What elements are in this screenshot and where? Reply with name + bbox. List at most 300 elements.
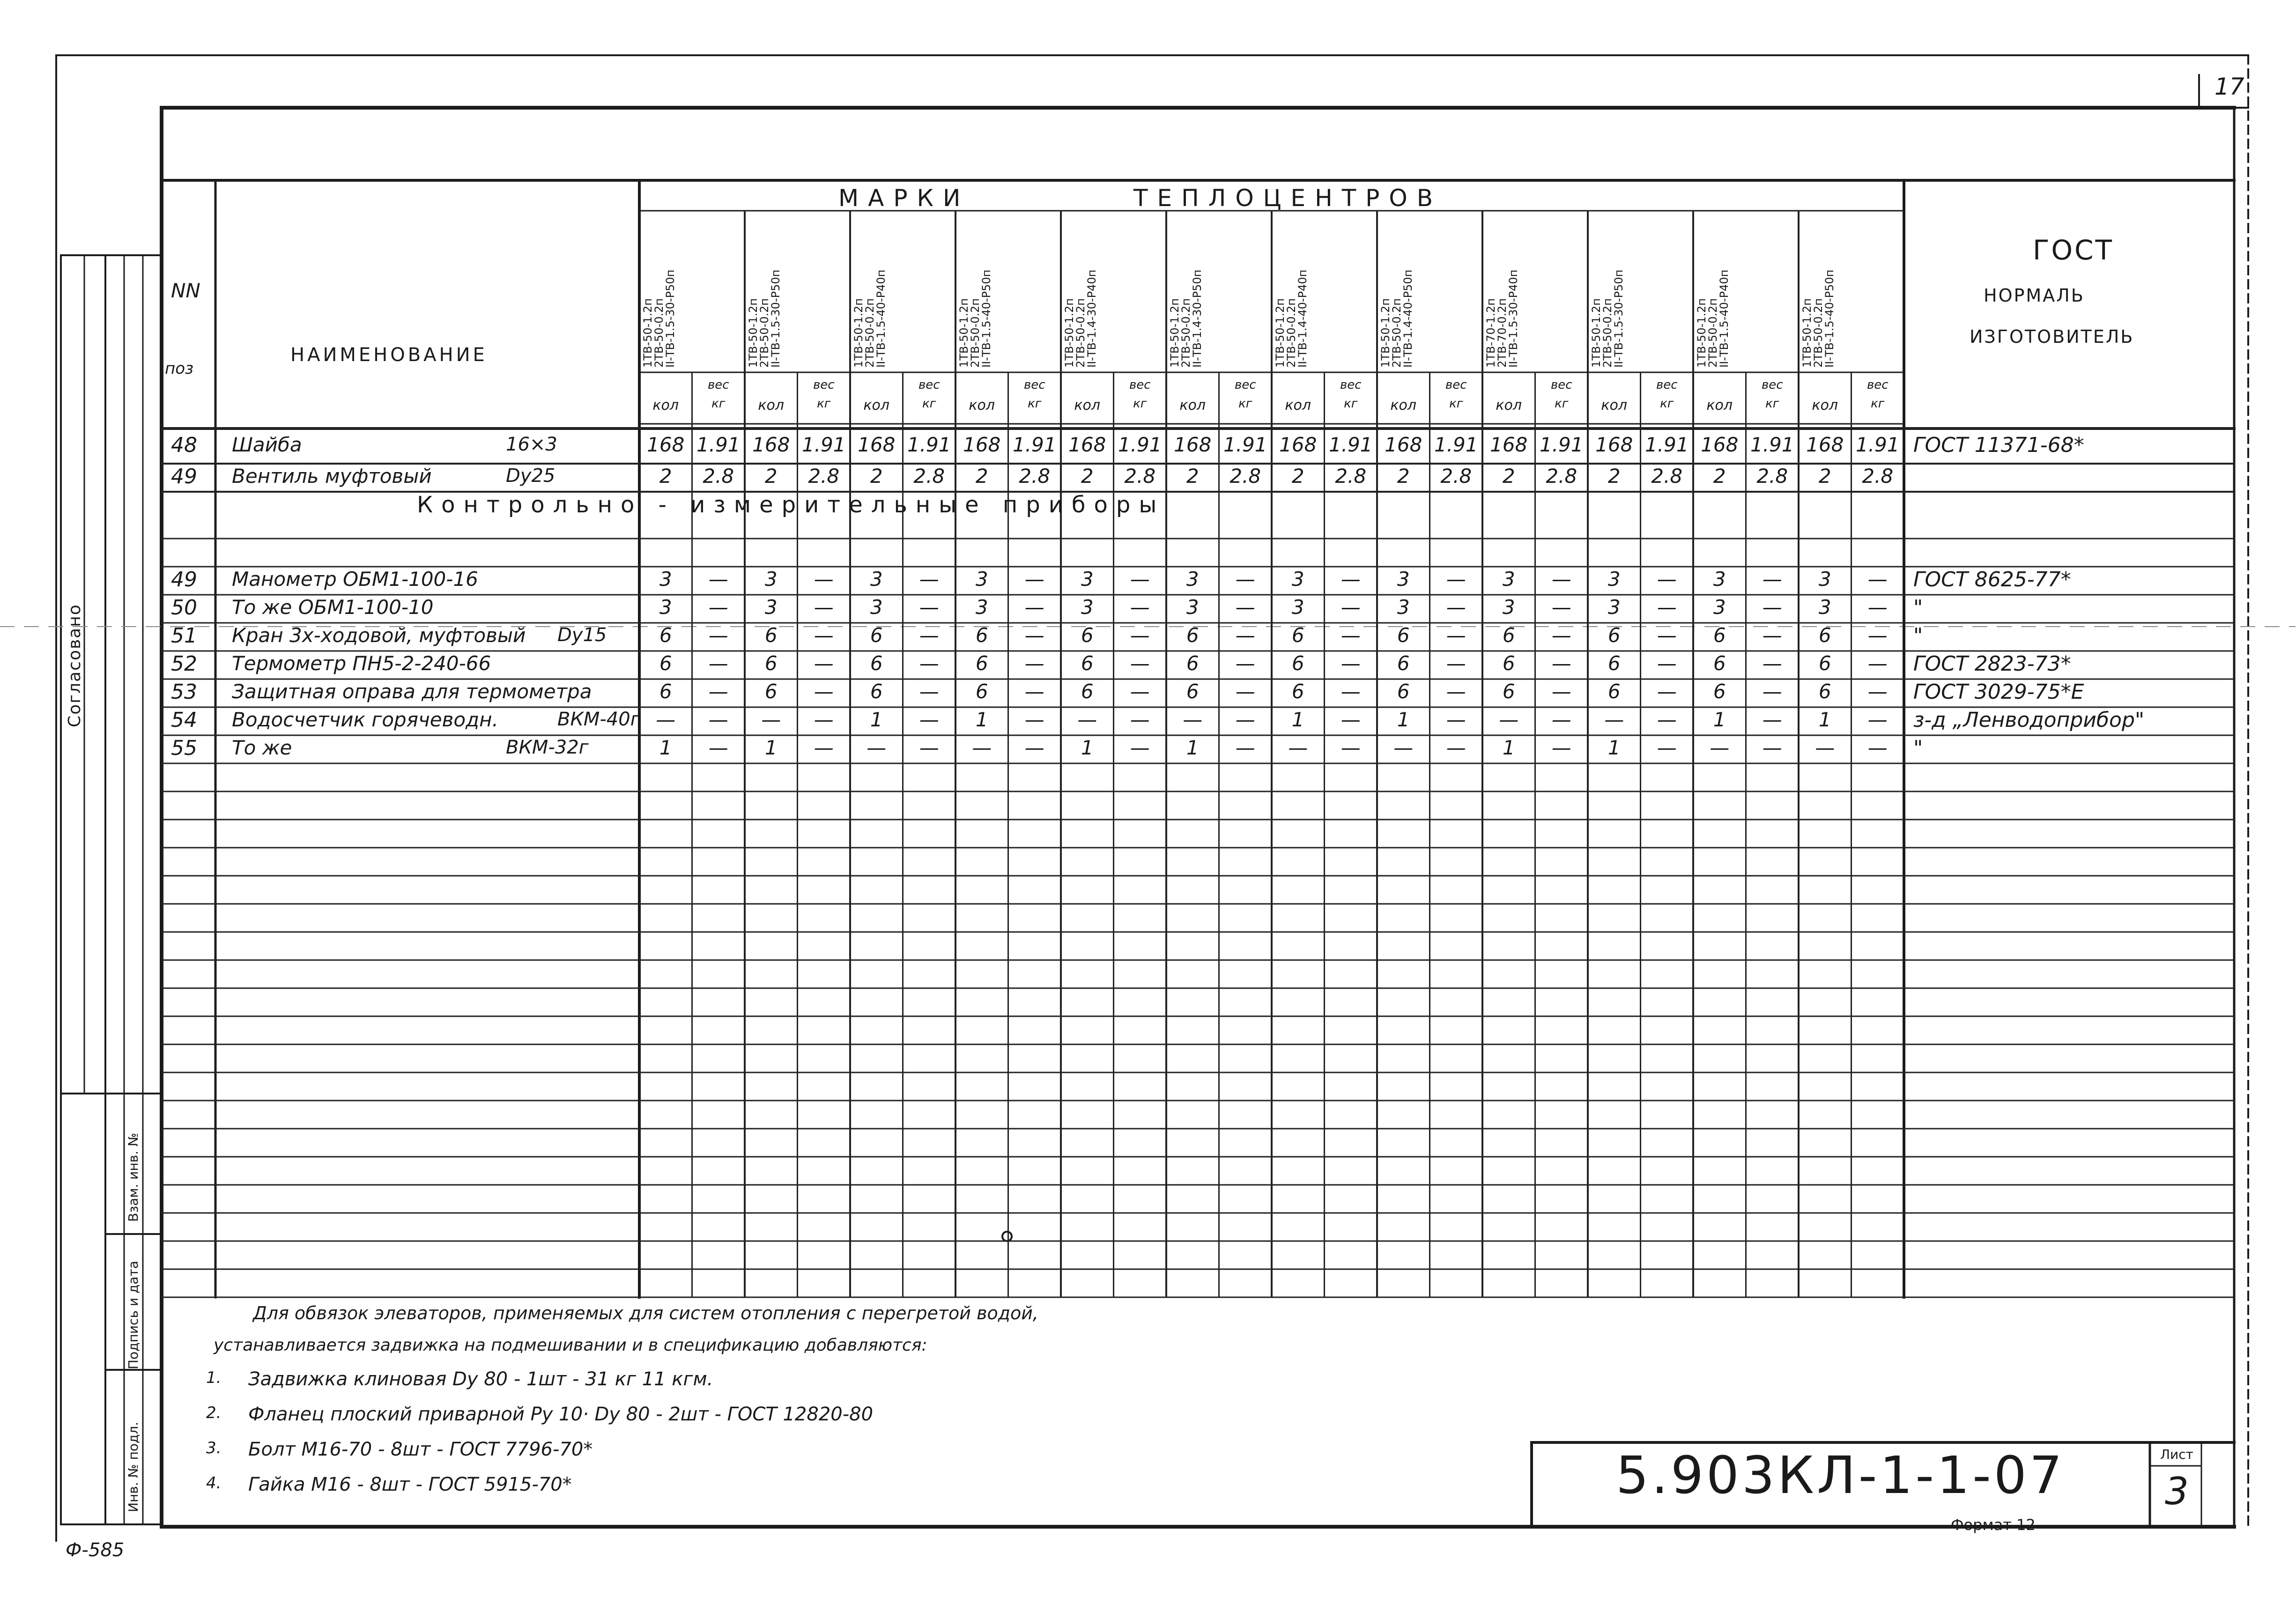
row-cell: 3	[764, 568, 778, 591]
row-cell: 6	[764, 652, 778, 675]
mark-label: 1ТВ-50-1.2п	[1695, 298, 1708, 368]
weight-unit-label: кг	[1449, 397, 1463, 411]
row-cell: —	[1867, 736, 1888, 759]
row-cell: 1	[1818, 708, 1831, 731]
row-cell: 6	[1713, 680, 1726, 703]
row-name: Водосчетчик горячеводн.	[232, 708, 498, 731]
row-cell: —	[1867, 624, 1888, 647]
row-cell: 1.91	[1328, 433, 1373, 456]
row-cell: —	[1657, 708, 1677, 731]
row-cell: 1.91	[1855, 433, 1900, 456]
row-cell: —	[708, 680, 728, 703]
row-name: Вентиль муфтовый	[232, 465, 432, 488]
note-item-text: Гайка М16 - 8шт - ГОСТ 5915-70*	[248, 1474, 572, 1495]
row-cell: 2.8	[1651, 465, 1683, 488]
mark-label: 2ТВ-50-0.2п	[1706, 298, 1719, 368]
row-gost: "	[1913, 736, 1923, 760]
mark-label: 2ТВ-50-0.2п	[1390, 298, 1403, 368]
weight-col-label: вес	[1866, 378, 1889, 392]
weight-unit-label: кг	[1765, 397, 1779, 411]
row-cell: 6	[1502, 624, 1515, 647]
row-cell: —	[1024, 568, 1044, 591]
row-cell: —	[1762, 652, 1782, 675]
note-item-text: Фланец плоский приварной Py 10· Dy 80 - 2шт - ГОСТ 12820-80	[248, 1404, 874, 1425]
row-gost: "	[1913, 596, 1923, 620]
mark-label: II-ТВ-1.5-40-Р50п	[1823, 269, 1836, 368]
mark-label: 2ТВ-50-0.2п	[652, 298, 666, 368]
row-cell: —	[1341, 708, 1361, 731]
row-cell: 6	[870, 652, 883, 675]
row-cell: 6	[1397, 680, 1410, 703]
row-spec: Dy25	[506, 465, 555, 487]
mark-label: 1ТВ-50-1.2п	[957, 298, 970, 368]
row-name: Шайба	[232, 433, 302, 456]
row-cell: 3	[1397, 568, 1410, 591]
weight-col-label: вес	[1340, 378, 1362, 392]
row-cell: 2	[1713, 465, 1726, 488]
qty-col-label: кол	[1812, 397, 1838, 414]
row-position: 54	[171, 708, 197, 732]
approved-label: Согласовано	[65, 604, 84, 727]
row-cell: —	[1235, 568, 1255, 591]
row-cell: —	[1235, 736, 1255, 759]
weight-col-label: вес	[1550, 378, 1572, 392]
qty-col-label: кол	[1390, 397, 1417, 414]
row-cell: 1	[1713, 708, 1726, 731]
row-cell: —	[1130, 596, 1150, 619]
row-cell: —	[1446, 708, 1466, 731]
row-cell: 6	[659, 624, 672, 647]
row-cell: 6	[1713, 652, 1726, 675]
row-cell: —	[1867, 652, 1888, 675]
gost-header-line3: ИЗГОТОВИТЕЛЬ	[1970, 326, 2134, 347]
row-cell: 3	[1607, 568, 1621, 591]
row-cell: 168	[1385, 433, 1422, 456]
mark-label: II-ТВ-1.5-40-Р40п	[874, 269, 888, 368]
row-cell: —	[1499, 708, 1519, 731]
gost-header: ГОСТ	[2033, 234, 2114, 266]
row-cell: 2.8	[1335, 465, 1367, 488]
row-cell: —	[1867, 568, 1888, 591]
row-cell: —	[1657, 624, 1677, 647]
row-cell: —	[919, 736, 939, 759]
weight-col-label: вес	[1445, 378, 1467, 392]
weight-unit-label: кг	[711, 397, 726, 411]
weight-col-label: вес	[1761, 378, 1783, 392]
row-cell: —	[1235, 680, 1255, 703]
row-spec: ВКМ-40г	[557, 709, 640, 730]
weight-unit-label: кг	[1238, 397, 1252, 411]
side-label-inventory: Инв. № подл.	[126, 1421, 141, 1512]
row-cell: 6	[1607, 624, 1621, 647]
row-cell: —	[814, 680, 834, 703]
weight-col-label: вес	[918, 378, 940, 392]
mark-label: 1ТВ-50-1.2п	[747, 298, 760, 368]
row-spec: 16×3	[506, 433, 557, 455]
row-cell: 6	[975, 652, 988, 675]
mark-label: 2ТВ-50-0.2п	[1285, 298, 1298, 368]
qty-col-label: кол	[1179, 397, 1206, 414]
row-cell: —	[867, 736, 887, 759]
marks-header-a: МАРКИ	[838, 185, 970, 212]
row-cell: 1.91	[1434, 433, 1478, 456]
mark-label: 2ТВ-50-0.2п	[1074, 298, 1087, 368]
row-cell: —	[1024, 652, 1044, 675]
row-cell: —	[1762, 596, 1782, 619]
row-cell: —	[1341, 680, 1361, 703]
row-cell: —	[919, 624, 939, 647]
row-position: 48	[171, 433, 197, 457]
row-cell: —	[1024, 708, 1044, 731]
row-position: 50	[171, 596, 197, 620]
row-cell: —	[1762, 624, 1782, 647]
note-item-text: Задвижка клиновая Dy 80 - 1шт - 31 кг 11 кгм.	[248, 1368, 713, 1390]
qty-col-label: кол	[1074, 397, 1101, 414]
row-cell: —	[1235, 708, 1255, 731]
row-cell: —	[1446, 624, 1466, 647]
weight-col-label: вес	[707, 378, 729, 392]
mark-label: 2ТВ-50-0.2п	[1812, 298, 1825, 368]
row-cell: 2	[659, 465, 672, 488]
row-cell: 3	[1186, 568, 1199, 591]
row-cell: —	[814, 568, 834, 591]
row-name: Защитная оправа для термометра	[232, 680, 592, 703]
row-cell: —	[1130, 568, 1150, 591]
row-cell: 2	[1291, 465, 1304, 488]
mark-label: 1ТВ-50-1.2п	[1379, 298, 1392, 368]
row-name: Манометр ОБМ1-100-16	[232, 568, 478, 591]
row-cell: 168	[963, 433, 1001, 456]
row-cell: 3	[1502, 596, 1515, 619]
row-cell: 3	[870, 568, 883, 591]
mark-label: II-ТВ-1.5-30-Р40п	[1507, 269, 1520, 368]
row-name: Термометр ПН5-2-240-66	[232, 652, 491, 675]
weight-unit-label: кг	[1660, 397, 1674, 411]
row-position: 52	[171, 652, 197, 676]
row-cell: —	[1341, 624, 1361, 647]
row-cell: 6	[1291, 652, 1304, 675]
row-cell: 6	[1397, 624, 1410, 647]
weight-unit-label: кг	[1344, 397, 1358, 411]
mark-label: 2ТВ-50-0.2п	[1179, 298, 1192, 368]
note-item-number: 2.	[206, 1404, 222, 1422]
row-cell: 2.8	[808, 465, 840, 488]
mark-label: II-ТВ-1.5-30-Р50п	[664, 269, 677, 368]
row-cell: 3	[659, 596, 672, 619]
mark-label: 1ТВ-50-1.2п	[1800, 298, 1814, 368]
mark-label: 2ТВ-50-0.2п	[969, 298, 982, 368]
row-cell: —	[1762, 708, 1782, 731]
row-cell: 3	[1713, 568, 1726, 591]
weight-unit-label: кг	[1028, 397, 1042, 411]
row-cell: 168	[647, 433, 685, 456]
row-cell: 6	[659, 652, 672, 675]
row-cell: 1	[1081, 736, 1094, 759]
row-name: То же	[232, 736, 292, 759]
row-cell: 3	[1397, 596, 1410, 619]
row-cell: 1	[659, 736, 672, 759]
row-cell: 3	[1186, 596, 1199, 619]
row-cell: 3	[659, 568, 672, 591]
row-cell: —	[656, 708, 676, 731]
row-cell: —	[761, 708, 781, 731]
row-cell: —	[919, 680, 939, 703]
row-cell: 6	[975, 680, 988, 703]
note-intro-line-2: устанавливается задвижка на подмешивании и в спецификацию добавляются:	[214, 1336, 927, 1355]
page-label: Лист	[2160, 1447, 2193, 1462]
row-cell: 3	[1607, 596, 1621, 619]
row-cell: 2.8	[1124, 465, 1156, 488]
row-cell: —	[919, 652, 939, 675]
weight-unit-label: кг	[817, 397, 831, 411]
row-cell: 6	[1818, 624, 1831, 647]
mark-label: 1ТВ-50-1.2п	[1590, 298, 1603, 368]
row-gost: ГОСТ 3029-75*Е	[1913, 680, 2084, 704]
row-cell: —	[814, 736, 834, 759]
row-cell: —	[1130, 652, 1150, 675]
row-cell: —	[1130, 624, 1150, 647]
row-cell: —	[814, 652, 834, 675]
mark-label: II-ТВ-1.4-40-Р40п	[1296, 269, 1309, 368]
row-cell: 1	[975, 708, 988, 731]
row-cell: 3	[1081, 596, 1094, 619]
row-cell: 6	[764, 680, 778, 703]
row-cell: 2.8	[1019, 465, 1051, 488]
row-cell: 1.91	[1644, 433, 1689, 456]
row-cell: 1	[1502, 736, 1515, 759]
row-cell: 2	[1397, 465, 1410, 488]
row-cell: 2	[870, 465, 883, 488]
row-cell: —	[1024, 596, 1044, 619]
row-gost: ГОСТ 8625-77*	[1913, 568, 2071, 591]
mark-label: 1ТВ-50-1.2п	[852, 298, 865, 368]
row-cell: —	[1024, 624, 1044, 647]
mark-label: 1ТВ-50-1.2п	[641, 298, 654, 368]
mark-label: II-ТВ-1.5-40-Р40п	[1718, 269, 1731, 368]
row-cell: 6	[1502, 680, 1515, 703]
row-cell: —	[708, 624, 728, 647]
row-cell: —	[1446, 680, 1466, 703]
row-cell: 6	[1186, 652, 1199, 675]
row-position: 49	[171, 465, 197, 488]
mark-label: II-ТВ-1.5-30-Р50п	[1612, 269, 1625, 368]
row-cell: —	[1867, 708, 1888, 731]
row-name: То же ОБМ1-100-10	[232, 596, 434, 619]
row-cell: —	[1657, 652, 1677, 675]
row-cell: 6	[975, 624, 988, 647]
row-cell: 2	[1081, 465, 1094, 488]
row-cell: 6	[1291, 680, 1304, 703]
row-name: Кран 3х-ходовой, муфтовый	[232, 624, 526, 647]
note-item-number: 1.	[206, 1368, 222, 1387]
weight-unit-label: кг	[1133, 397, 1147, 411]
row-cell: 6	[1081, 652, 1094, 675]
weight-col-label: вес	[1023, 378, 1045, 392]
row-cell: —	[919, 568, 939, 591]
row-gost: ГОСТ 2823-73*	[1913, 652, 2071, 676]
row-cell: 3	[1291, 568, 1304, 591]
mark-label: 1ТВ-50-1.2п	[1063, 298, 1076, 368]
row-cell: 6	[870, 680, 883, 703]
row-cell: —	[1393, 736, 1414, 759]
row-cell: —	[1235, 624, 1255, 647]
mark-label: 2ТВ-50-0.2п	[758, 298, 771, 368]
marks-header-b: ТЕПЛОЦЕНТРОВ	[1133, 185, 1443, 212]
row-cell: 168	[1068, 433, 1106, 456]
row-cell: 1.91	[1223, 433, 1267, 456]
row-cell: —	[1762, 736, 1782, 759]
row-cell: —	[1288, 736, 1308, 759]
row-cell: 3	[1818, 596, 1831, 619]
row-cell: 6	[659, 680, 672, 703]
row-cell: —	[1657, 596, 1677, 619]
mark-label: II-ТВ-1.4-40-Р50п	[1401, 269, 1415, 368]
mark-label: 2ТВ-70-0.2п	[1496, 298, 1509, 368]
row-cell: —	[1762, 568, 1782, 591]
mark-label: 2ТВ-50-0.2п	[863, 298, 876, 368]
row-cell: —	[1551, 596, 1571, 619]
row-cell: —	[1551, 652, 1571, 675]
row-gost: ГОСТ 11371-68*	[1913, 433, 2084, 457]
row-cell: 1.91	[1539, 433, 1584, 456]
row-cell: —	[1077, 708, 1097, 731]
row-cell: 3	[764, 596, 778, 619]
row-cell: —	[708, 736, 728, 759]
row-cell: 2.8	[1440, 465, 1472, 488]
side-label-signature: Подпись и дата	[126, 1261, 141, 1369]
row-cell: —	[1024, 736, 1044, 759]
document-code: 5.903КЛ-1-1-07	[1616, 1445, 2065, 1505]
row-cell: 6	[1186, 624, 1199, 647]
row-cell: 2	[1186, 465, 1199, 488]
row-cell: —	[1446, 652, 1466, 675]
row-cell: —	[1551, 708, 1571, 731]
mark-label: II-ТВ-1.4-30-Р50п	[1191, 269, 1204, 368]
row-cell: 6	[1186, 680, 1199, 703]
page-number: 3	[2165, 1470, 2189, 1513]
row-cell: 168	[858, 433, 896, 456]
qty-col-label: кол	[863, 397, 890, 414]
row-cell: 6	[870, 624, 883, 647]
note-item-text: Болт М16-70 - 8шт - ГОСТ 7796-70*	[248, 1439, 593, 1460]
row-cell: 6	[1607, 652, 1621, 675]
row-cell: —	[1341, 736, 1361, 759]
row-cell: 6	[1818, 652, 1831, 675]
row-cell: —	[1762, 680, 1782, 703]
row-cell: 1	[1607, 736, 1621, 759]
row-cell: 6	[1502, 652, 1515, 675]
side-label-replacement: Взам. инв. №	[126, 1132, 141, 1222]
row-cell: 168	[1490, 433, 1528, 456]
row-cell: 3	[975, 568, 988, 591]
row-cell: 2	[975, 465, 988, 488]
row-cell: 168	[1806, 433, 1844, 456]
row-cell: —	[814, 596, 834, 619]
row-cell: 2.8	[913, 465, 945, 488]
qty-col-label: кол	[652, 397, 679, 414]
row-cell: —	[919, 596, 939, 619]
row-cell: 168	[752, 433, 790, 456]
row-cell: —	[1657, 680, 1677, 703]
row-cell: 1.91	[1012, 433, 1057, 456]
row-cell: —	[1446, 596, 1466, 619]
qty-col-label: кол	[1496, 397, 1522, 414]
weight-col-label: вес	[813, 378, 835, 392]
row-cell: —	[1341, 596, 1361, 619]
row-cell: 1	[764, 736, 778, 759]
weight-col-label: вес	[1129, 378, 1151, 392]
row-cell: 1.91	[907, 433, 951, 456]
row-cell: —	[1551, 624, 1571, 647]
mark-label: 1ТВ-50-1.2п	[1168, 298, 1181, 368]
row-cell: 1	[1291, 708, 1304, 731]
qty-col-label: кол	[758, 397, 785, 414]
row-position: 55	[171, 736, 197, 760]
row-cell: —	[814, 708, 834, 731]
mark-label: 2ТВ-50-0.2п	[1601, 298, 1614, 368]
row-cell: —	[1657, 736, 1677, 759]
weight-unit-label: кг	[922, 397, 936, 411]
weight-unit-label: кг	[1871, 397, 1885, 411]
qty-col-label: кол	[1706, 397, 1733, 414]
row-cell: —	[1551, 680, 1571, 703]
row-cell: 2.8	[1862, 465, 1894, 488]
row-cell: 3	[1291, 596, 1304, 619]
row-cell: 2	[1607, 465, 1621, 488]
row-cell: —	[1446, 568, 1466, 591]
row-cell: 6	[764, 624, 778, 647]
row-cell: 3	[1818, 568, 1831, 591]
row-cell: 6	[1081, 680, 1094, 703]
row-cell: 2.8	[1229, 465, 1261, 488]
row-cell: 168	[1701, 433, 1739, 456]
row-cell: —	[1130, 680, 1150, 703]
row-cell: —	[1710, 736, 1730, 759]
name-header: НАИМЕНОВАНИЕ	[290, 344, 488, 366]
row-position: 53	[171, 680, 197, 704]
row-cell: 6	[1818, 680, 1831, 703]
row-position: 49	[171, 568, 197, 591]
row-cell: —	[1657, 568, 1677, 591]
row-cell: 1	[1397, 708, 1410, 731]
row-cell: 1	[870, 708, 883, 731]
mark-label: II-ТВ-1.5-40-Р50п	[980, 269, 993, 368]
row-cell: —	[1341, 568, 1361, 591]
row-cell: —	[1815, 736, 1835, 759]
row-spec: ВКМ-32г	[506, 737, 589, 758]
mark-label: II-ТВ-1.5-30-Р50п	[769, 269, 782, 368]
row-cell: —	[708, 568, 728, 591]
row-cell: 6	[1607, 680, 1621, 703]
qty-col-label: кол	[969, 397, 995, 414]
mark-label: 1ТВ-50-1.2п	[1274, 298, 1287, 368]
row-cell: 168	[1174, 433, 1212, 456]
row-cell: 2	[764, 465, 778, 488]
row-cell: —	[1130, 708, 1150, 731]
note-item-number: 4.	[206, 1474, 222, 1493]
row-cell: 3	[1502, 568, 1515, 591]
row-cell: 3	[1713, 596, 1726, 619]
row-gost: з-д „Ленводоприбор"	[1913, 708, 2145, 732]
row-cell: 1.91	[696, 433, 741, 456]
row-cell: —	[1024, 680, 1044, 703]
row-cell: —	[1446, 736, 1466, 759]
note-intro-line-1: Для обвязок элеваторов, применяемых для систем отопления с перегретой водой,	[253, 1303, 1039, 1323]
row-cell: —	[1341, 652, 1361, 675]
row-cell: —	[708, 652, 728, 675]
row-cell: 1.91	[801, 433, 846, 456]
format-label: Формат 12	[1951, 1516, 2036, 1534]
